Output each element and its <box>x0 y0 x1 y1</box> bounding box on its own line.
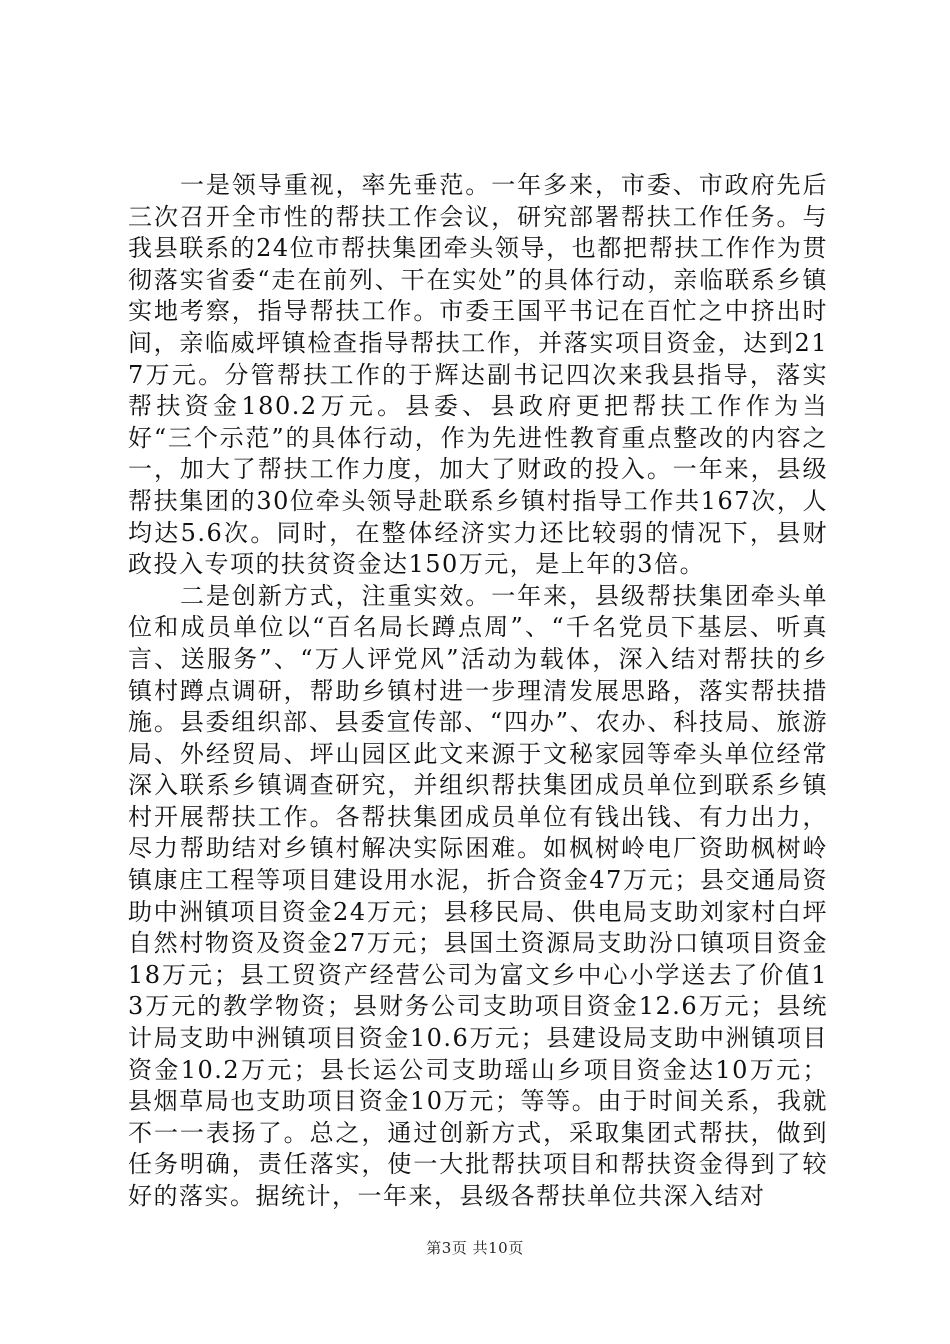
paragraph-innovation: 二是创新方式，注重实效。一年来，县级帮扶集团牵头单位和成员单位以“百名局长蹲点周”、“千名党员下基层、听真言、送服务”、“万人评党风”活动为载体，深入结对帮扶的乡镇村蹲点调研，帮助乡镇村进一步理清发展思路，落实帮扶措施。县委组织部、县委宣传部、“四办”、农办、科技局、旅游局、外经贸局、坪山园区此文来源于文秘家园等牵头单位经常深入联系乡镇调查研究，并组织帮扶集团成员单位到联系乡镇村开展帮扶工作。各帮扶集团成员单位有钱出钱、有力出力，尽力帮助结对乡镇村解决实际困难。如枫树岭电厂资助枫树岭镇康庄工程等项目建设用水泥，折合资金47万元；县交通局资助中洲镇项目资金24万元；县移民局、供电局支助刘家村白坪自然村物资及资金27万元；县国土资源局支助汾口镇项目资金18万元；县工贸资产经营公司为富文乡中心小学送去了价值13万元的教学物资；县财务公司支助项目资金12.6万元；县统计局支助中洲镇项目资金10.6万元；县建设局支助中洲镇项目资金10.2万元；县长运公司支助瑶山乡项目资金达10万元；县烟草局也支助项目资金10万元；等等。由于时间关系，我就不一一表扬了。总之，通过创新方式，采取集团式帮扶，做到任务明确，责任落实，使一大批帮扶项目和帮扶资金得到了较好的落实。据统计，一年来，县级各帮扶单位共深入结对 <box>128 581 828 1210</box>
paragraph-leadership: 一是领导重视，率先垂范。一年多来，市委、市政府先后三次召开全市性的帮扶工作会议，研究部署帮扶工作任务。与我县联系的24位市帮扶集团牵头领导，也都把帮扶工作作为贯彻落实省委“走在前列、干在实处”的具体行动，亲临联系乡镇实地考察，指导帮扶工作。市委王国平书记在百忙之中挤出时间，亲临威坪镇检查指导帮扶工作，并落实项目资金，达到217万元。分管帮扶工作的于辉达副书记四次来我县指导，落实帮扶资金180.2万元。县委、县政府更把帮扶工作作为当好“三个示范”的具体行动，作为先进性教育重点整改的内容之一，加大了帮扶工作力度，加大了财政的投入。一年来，县级帮扶集团的30位牵头领导赴联系乡镇村指导工作共167次，人均达5.6次。同时，在整体经济实力还比较弱的情况下，县财政投入专项的扶贫资金达150万元，是上年的3倍。 <box>128 171 828 579</box>
page-number-footer: 第3页 共10页 <box>426 1239 524 1257</box>
document-body <box>128 170 828 1213</box>
